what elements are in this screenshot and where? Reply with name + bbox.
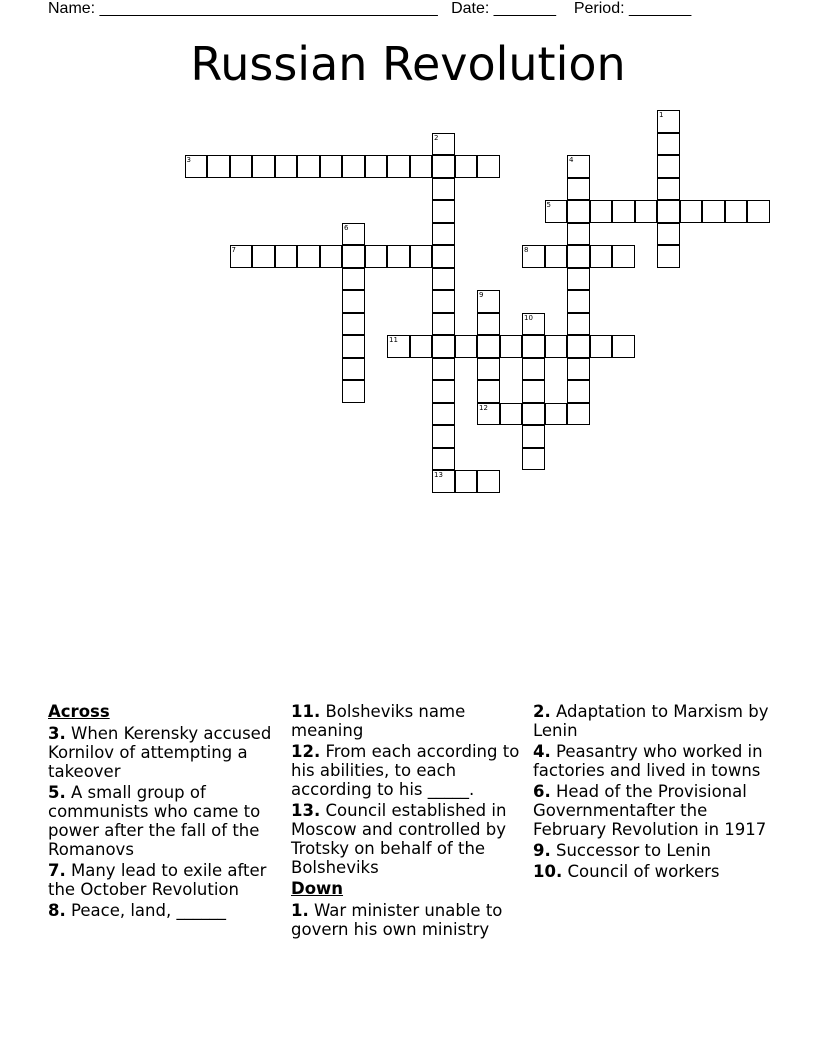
grid-cell[interactable] xyxy=(342,313,365,336)
grid-cell[interactable] xyxy=(545,335,568,358)
grid-cell[interactable] xyxy=(657,133,680,156)
grid-cell[interactable] xyxy=(657,200,680,223)
grid-cell[interactable] xyxy=(432,335,455,358)
clue-down-10 xyxy=(533,862,769,881)
clue-number-label: 9 xyxy=(479,291,484,299)
grid-cell[interactable] xyxy=(477,155,500,178)
clue-text: Peasantry who worked in factories and lived in towns xyxy=(533,742,763,780)
clue-text: A small group of communists who came to power after the fall of the Romanovs xyxy=(48,783,261,859)
grid-cell[interactable] xyxy=(567,403,590,426)
clue-number-label: 7 xyxy=(231,246,236,254)
clue-text: Peace, land, ______ xyxy=(71,901,226,920)
clue-column-3 xyxy=(533,702,769,883)
grid-cell[interactable] xyxy=(252,155,275,178)
grid-cell[interactable] xyxy=(387,335,410,358)
clue-across-11 xyxy=(291,702,527,740)
grid-cell[interactable] xyxy=(545,245,568,268)
grid-cell[interactable] xyxy=(657,223,680,246)
grid-cell[interactable] xyxy=(387,245,410,268)
clue-down-9 xyxy=(533,841,769,860)
period-field[interactable]: _______ xyxy=(629,0,692,17)
grid-cell[interactable] xyxy=(612,335,635,358)
clue-column-1 xyxy=(48,702,284,922)
grid-cell[interactable] xyxy=(432,358,455,381)
grid-cell[interactable] xyxy=(725,200,748,223)
grid-cell[interactable] xyxy=(567,245,590,268)
clue-number: 8. xyxy=(48,901,66,920)
grid-cell[interactable] xyxy=(590,335,613,358)
crossword-grid xyxy=(0,0,816,520)
clue-number: 5. xyxy=(48,783,66,802)
date-field[interactable]: _______ xyxy=(493,0,557,17)
grid-cell[interactable] xyxy=(432,403,455,426)
clue-number-label: 1 xyxy=(659,111,664,119)
grid-cell[interactable] xyxy=(657,245,680,268)
clue-number: 10. xyxy=(533,862,563,881)
grid-cell[interactable] xyxy=(455,335,478,358)
grid-cell[interactable] xyxy=(432,380,455,403)
clue-number-label: 10 xyxy=(524,313,533,322)
clue-text: Council of workers xyxy=(567,862,720,881)
clue-number-label: 8 xyxy=(524,246,529,254)
grid-cell[interactable] xyxy=(657,178,680,201)
grid-cell[interactable] xyxy=(185,155,208,178)
grid-cell[interactable] xyxy=(455,470,478,493)
clue-number: 9. xyxy=(533,841,551,860)
across-heading: Across xyxy=(48,702,110,721)
grid-cell[interactable] xyxy=(545,403,568,426)
clue-text: Head of the Provisional Governmentafter the February Revolution in 1917 xyxy=(533,782,767,839)
page-title: Russian Revolution xyxy=(190,37,626,91)
grid-cell[interactable] xyxy=(567,358,590,381)
grid-cell[interactable] xyxy=(612,245,635,268)
grid-cell[interactable] xyxy=(342,223,365,246)
clue-text: War minister unable to govern his own ministry xyxy=(291,901,503,939)
grid-cell[interactable] xyxy=(477,403,500,426)
grid-cell[interactable] xyxy=(680,200,703,223)
grid-cell[interactable] xyxy=(657,155,680,178)
period-label: Period: xyxy=(573,0,625,17)
clue-text: Bolsheviks name meaning xyxy=(291,702,466,740)
grid-cell[interactable] xyxy=(522,380,545,403)
grid-cell[interactable] xyxy=(567,155,590,178)
grid-cell[interactable] xyxy=(522,358,545,381)
grid-cell[interactable] xyxy=(252,245,275,268)
grid-cell[interactable] xyxy=(207,155,230,178)
grid-cell[interactable] xyxy=(747,200,770,223)
name-field[interactable]: ______________________________________ xyxy=(99,0,438,17)
clue-text: From each according to his abilities, to each according to his _____. xyxy=(291,742,520,799)
clue-number-label: 6 xyxy=(344,223,349,232)
grid-cell[interactable] xyxy=(545,200,568,223)
clue-down-4 xyxy=(533,742,769,780)
clue-across-13 xyxy=(291,801,527,877)
clue-number: 4. xyxy=(533,742,551,761)
clue-down-2 xyxy=(533,702,769,740)
clue-text: Council established in Moscow and controlled by Trotsky on behalf of the Bolsheviks xyxy=(291,801,507,877)
grid-cell[interactable] xyxy=(432,200,455,223)
grid-cell[interactable] xyxy=(477,290,500,313)
clue-number: 13. xyxy=(291,801,321,820)
grid-cell[interactable] xyxy=(387,155,410,178)
clue-text: Many lead to exile after the October Revolution xyxy=(48,861,267,899)
grid-cell[interactable] xyxy=(342,268,365,291)
grid-cell[interactable] xyxy=(567,290,590,313)
clue-number-label: 11 xyxy=(389,336,398,344)
grid-cell[interactable] xyxy=(522,448,545,471)
grid-cell[interactable] xyxy=(657,110,680,133)
clue-number-label: 13 xyxy=(434,471,443,479)
clue-text: Adaptation to Marxism by Lenin xyxy=(533,702,769,740)
grid-cell[interactable] xyxy=(320,245,343,268)
grid-cell[interactable] xyxy=(342,245,365,268)
grid-cell[interactable] xyxy=(477,380,500,403)
grid-cell[interactable] xyxy=(522,313,545,336)
grid-cell[interactable] xyxy=(522,425,545,448)
grid-cell[interactable] xyxy=(702,200,725,223)
grid-cell[interactable] xyxy=(410,245,433,268)
clue-number: 3. xyxy=(48,724,66,743)
clue-across-8 xyxy=(48,901,284,920)
grid-cell[interactable] xyxy=(567,178,590,201)
clue-across-5 xyxy=(48,783,284,859)
grid-cell[interactable] xyxy=(275,245,298,268)
clue-number: 6. xyxy=(533,782,551,801)
clue-number: 12. xyxy=(291,742,321,761)
grid-cell[interactable] xyxy=(500,335,523,358)
clue-down-6 xyxy=(533,782,769,839)
clue-number-label: 2 xyxy=(434,133,439,142)
grid-cell[interactable] xyxy=(365,155,388,178)
clue-number-label: 12 xyxy=(479,403,488,412)
clue-text: When Kerensky accused Kornilov of attempting a takeover xyxy=(48,724,272,781)
clue-down-1 xyxy=(291,901,527,939)
grid-cell[interactable] xyxy=(320,155,343,178)
grid-cell[interactable] xyxy=(342,335,365,358)
grid-cell[interactable] xyxy=(590,200,613,223)
grid-cell[interactable] xyxy=(590,245,613,268)
grid-cell[interactable] xyxy=(365,245,388,268)
grid-cell[interactable] xyxy=(432,245,455,268)
grid-cell[interactable] xyxy=(567,268,590,291)
grid-cell[interactable] xyxy=(455,155,478,178)
grid-cell[interactable] xyxy=(342,155,365,178)
grid-cell[interactable] xyxy=(612,200,635,223)
grid-cell[interactable] xyxy=(230,245,253,268)
grid-cell[interactable] xyxy=(477,335,500,358)
clue-number: 7. xyxy=(48,861,66,880)
grid-cell[interactable] xyxy=(522,403,545,426)
grid-cell[interactable] xyxy=(522,245,545,268)
clue-number-label: 4 xyxy=(569,156,574,164)
grid-cell[interactable] xyxy=(432,178,455,201)
grid-cell[interactable] xyxy=(410,155,433,178)
grid-cell[interactable] xyxy=(432,313,455,336)
grid-cell[interactable] xyxy=(432,290,455,313)
name-label: Name: xyxy=(48,0,96,17)
clue-across-7 xyxy=(48,861,284,899)
clue-number-label: 5 xyxy=(546,201,551,209)
grid-cell[interactable] xyxy=(230,155,253,178)
clue-across-3 xyxy=(48,724,284,781)
clue-text: Successor to Lenin xyxy=(556,841,711,860)
grid-cell[interactable] xyxy=(342,358,365,381)
grid-cell[interactable] xyxy=(567,335,590,358)
clue-column-2 xyxy=(291,702,527,941)
grid-cell[interactable] xyxy=(567,223,590,246)
grid-cell[interactable] xyxy=(275,155,298,178)
grid-cell[interactable] xyxy=(477,470,500,493)
clue-across-12 xyxy=(291,742,527,799)
grid-cell[interactable] xyxy=(635,200,658,223)
grid-cell[interactable] xyxy=(432,425,455,448)
grid-cell[interactable] xyxy=(342,380,365,403)
grid-cell[interactable] xyxy=(432,155,455,178)
grid-cell[interactable] xyxy=(522,335,545,358)
grid-cell[interactable] xyxy=(477,313,500,336)
clue-number: 2. xyxy=(533,702,551,721)
grid-cell[interactable] xyxy=(432,223,455,246)
grid-cell[interactable] xyxy=(297,245,320,268)
down-heading: Down xyxy=(291,879,344,898)
grid-cell[interactable] xyxy=(567,313,590,336)
grid-cell[interactable] xyxy=(342,290,365,313)
grid-cell[interactable] xyxy=(410,335,433,358)
grid-cell[interactable] xyxy=(567,380,590,403)
grid-cell[interactable] xyxy=(432,268,455,291)
clue-number: 1. xyxy=(291,901,309,920)
grid-cell[interactable] xyxy=(432,133,455,156)
clue-number: 11. xyxy=(291,702,321,721)
grid-cell[interactable] xyxy=(500,403,523,426)
grid-cell[interactable] xyxy=(432,448,455,471)
date-label: Date: xyxy=(451,0,490,17)
grid-cell[interactable] xyxy=(297,155,320,178)
grid-cell[interactable] xyxy=(567,200,590,223)
clue-number-label: 3 xyxy=(186,156,191,164)
grid-cell[interactable] xyxy=(477,358,500,381)
grid-cell[interactable] xyxy=(432,470,455,493)
